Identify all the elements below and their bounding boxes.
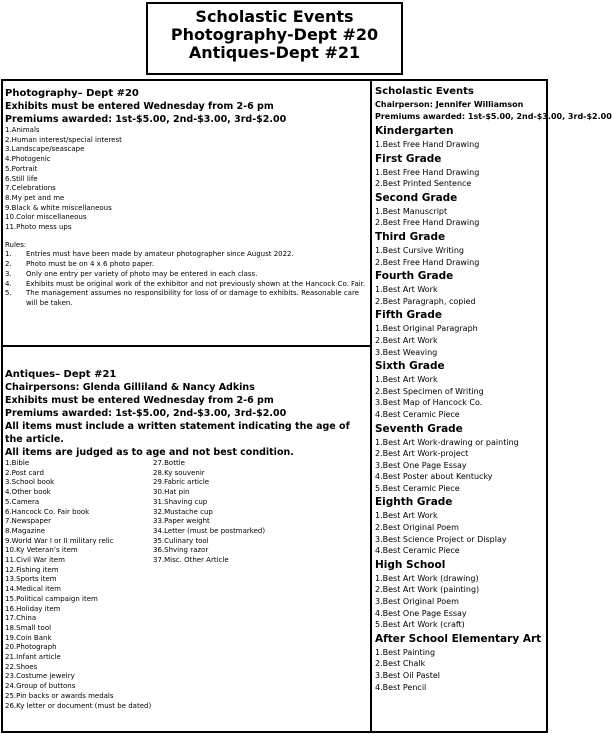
list-item: 4.Photogenic: [5, 155, 51, 164]
list-item: 15.Political campaign item: [5, 594, 98, 603]
list-item: 1.Best Art Work (drawing): [375, 573, 479, 583]
title-box: [146, 2, 403, 75]
list-item: 2.Best Chalk: [375, 659, 426, 669]
scholastic-chairperson: Chairperson: Jennifer Williamson: [375, 100, 524, 109]
horizontal-divider: [3, 345, 370, 347]
grade-heading: Seventh Grade: [375, 422, 463, 435]
grade-heading: Fourth Grade: [375, 270, 454, 283]
scholastic-section: [375, 85, 612, 693]
list-item: 3.Best One Page Essay: [375, 460, 467, 470]
list-item: 6.Hancock Co. Fair book: [5, 507, 90, 516]
list-item: 29.Fabric article: [153, 478, 210, 487]
list-item: 1.Best Free Hand Drawing: [375, 167, 480, 177]
title-line: Antiques-Dept #21: [188, 43, 361, 62]
grade-heading: High School: [375, 558, 446, 571]
list-item: 19.Coin Bank: [5, 633, 52, 642]
list-item: 30.Hat pin: [153, 488, 190, 497]
antiques-class-columns: [5, 459, 367, 711]
list-item: 31.Shaving cup: [153, 497, 208, 506]
list-item: 2.Post card: [5, 468, 44, 477]
rule-number: 3.: [5, 269, 12, 278]
list-item: 16.Holiday item: [5, 604, 61, 613]
antiques-column-1: [5, 459, 153, 711]
list-item: 4.Best Pencil: [375, 682, 427, 692]
list-item: 1.Bible: [5, 459, 30, 467]
antiques-column-2: [153, 459, 353, 711]
antiques-note-judging: All items are judged as to age and not best condition.: [5, 447, 294, 458]
rules-list: [5, 250, 367, 308]
list-item: 2.Best Art Work (painting): [375, 585, 480, 595]
list-item: 33.Paper weight: [153, 517, 210, 526]
list-item: 5.Portrait: [5, 164, 38, 173]
list-item: 4.Best Ceramic Piece: [375, 546, 460, 556]
list-item: 18.Small tool: [5, 623, 52, 632]
list-item: 2.Best Paragraph, copied: [375, 296, 476, 306]
antiques-section: [5, 368, 367, 711]
list-item: 10.Ky Veteran’s item: [5, 546, 78, 555]
list-item: 3.Best Oil Pastel: [375, 671, 440, 680]
antiques-premiums: Premiums awarded: 1st-$5.00, 2nd-$3.00, 3rd-$2.00: [5, 408, 287, 419]
list-item: 24.Group of buttons: [5, 682, 76, 691]
list-item: 3.Best Weaving: [375, 347, 438, 357]
list-item: 1.Best Painting: [375, 647, 436, 657]
title-line: Photography-Dept #20: [170, 25, 379, 44]
list-item: 4.Best One Page Essay: [375, 608, 467, 618]
rule-item: [5, 260, 367, 270]
rule-item: [5, 280, 367, 290]
list-item: 10.Color miscellaneous: [5, 213, 87, 222]
list-item: 20.Photograph: [5, 643, 57, 652]
list-item: 2.Best Specimen of Writing: [375, 386, 484, 396]
rule-number: 2.: [5, 260, 12, 269]
list-item: 37.Misc. Other Article: [153, 556, 229, 565]
scholastic-premiums: Premiums awarded: 1st-$5.00, 2nd-$3.00, 3rd-$2.00: [375, 112, 612, 121]
rule-item: [5, 270, 367, 280]
list-item: 1.Best Art Work-drawing or painting: [375, 437, 519, 447]
rule-number: 5.: [5, 289, 12, 298]
rule-text: Entries must have been made by amateur photographer since August 2022.: [26, 250, 294, 259]
rule-number: 1.: [5, 250, 12, 259]
grade-heading: Sixth Grade: [375, 360, 445, 373]
rule-item: [5, 289, 367, 308]
list-item: 7.Newspaper: [5, 517, 51, 526]
photography-section: [5, 87, 367, 309]
list-item: 5.Camera: [5, 497, 40, 506]
list-item: 4.Best Poster about Kentucky: [375, 472, 493, 482]
list-item: 36.Shving razor: [153, 546, 209, 555]
list-item: 4.Best Ceramic Piece: [375, 409, 460, 419]
list-item: 27.Bottle: [153, 459, 185, 467]
list-item: 21.Infant article: [5, 653, 61, 662]
list-item: 23.Costume jewelry: [5, 672, 75, 681]
rules-label: Rules:: [5, 240, 27, 249]
scholastic-title: Scholastic Events: [375, 86, 474, 97]
rule-text: Exhibits must be original work of the exhibitor and not previously shown at the Hancock Co. Fair.: [26, 279, 366, 288]
rule-text: Photo must be on 4 x 6 photo paper.: [26, 260, 155, 269]
list-item: 2.Human interest/special interest: [5, 135, 122, 144]
list-item: 6.Still life: [5, 174, 38, 183]
photography-class-list: [5, 126, 367, 233]
rule-number: 4.: [5, 279, 12, 288]
antiques-chairpersons: Chairpersons: Glenda Gilliland & Nancy Adkins: [5, 382, 255, 393]
list-item: 26.Ky letter or document (must be dated): [5, 701, 152, 710]
list-item: 1.Best Art Work: [375, 375, 438, 385]
list-item: 3.Best Original Poem: [375, 597, 459, 607]
list-item: 32.Mustache cup: [153, 507, 213, 516]
list-item: 34.Letter (must be postmarked): [153, 526, 266, 535]
grade-heading: Kindergarten: [375, 125, 454, 137]
title-line: Scholastic Events: [195, 7, 354, 26]
list-item: 8.My pet and me: [5, 193, 65, 202]
list-item: 25.Pin backs or awards medals: [5, 691, 114, 700]
rule-text: The management assumes no responsibility for loss of or damage to exhibits. Reasonable care will be taken.: [26, 289, 359, 307]
photography-premiums: Premiums awarded: 1st-$5.00, 2nd-$3.00, 3rd-$2.00: [5, 114, 287, 125]
list-item: 1.Best Art Work: [375, 511, 438, 521]
list-item: 3.Best Map of Hancock Co.: [375, 398, 483, 408]
grade-heading: Third Grade: [375, 230, 446, 243]
list-item: 1.Best Free Hand Drawing: [375, 140, 480, 149]
photography-title: Photography– Dept #20: [5, 88, 139, 99]
list-item: 2.Best Free Hand Drawing: [375, 218, 480, 228]
list-item: 2.Best Free Hand Drawing: [375, 257, 480, 267]
grade-heading: Fifth Grade: [375, 309, 443, 322]
list-item: 2.Best Original Poem: [375, 523, 459, 533]
list-item: 22.Shoes: [5, 662, 38, 671]
list-item: 12.Fishing item: [5, 565, 59, 574]
list-item: 3.School book: [5, 478, 55, 487]
list-item: 35.Culinary tool: [153, 536, 209, 545]
antiques-note-age-statement: All items must include a written statement indicating the age of the article.: [5, 421, 350, 445]
rule-text: Only one entry per variety of photo may be entered in each class.: [26, 269, 258, 278]
list-item: 9.Black & white miscellaneous: [5, 203, 112, 212]
list-item: 1.Animals: [5, 126, 40, 134]
list-item: 5.Best Ceramic Piece: [375, 483, 460, 493]
list-item: 2.Best Printed Sentence: [375, 179, 472, 189]
photography-exhibit-note: Exhibits must be entered Wednesday from 2-6 pm: [5, 101, 274, 112]
list-item: 13.Sports item: [5, 575, 57, 584]
list-item: 7.Celebrations: [5, 184, 56, 193]
list-item: 17.China: [5, 614, 37, 623]
list-item: 3.Landscape/seascape: [5, 145, 85, 154]
list-item: 4.Other book: [5, 488, 51, 497]
list-item: 1.Best Manuscript: [375, 206, 448, 216]
list-item: 9.World War I or II military relic: [5, 536, 114, 545]
list-item: 11.Photo mess ups: [5, 223, 72, 232]
content-grid: [1, 79, 612, 733]
list-item: 1.Best Original Paragraph: [375, 324, 478, 334]
list-item: 2.Best Art Work: [375, 335, 438, 345]
list-item: 8.Magazine: [5, 526, 46, 535]
rule-item: [5, 250, 367, 260]
grade-heading: After School Elementary Art: [375, 632, 542, 645]
list-item: 14.Medical item: [5, 585, 61, 594]
list-item: 5.Best Art Work (craft): [375, 620, 465, 630]
grade-heading: Second Grade: [375, 191, 458, 204]
list-item: 3.Best Science Project or Display: [375, 534, 507, 544]
grade-heading: First Grade: [375, 152, 442, 165]
scholastic-grade-groups: [375, 124, 547, 693]
list-item: 2.Best Art Work-project: [375, 449, 469, 459]
list-item: 11.Civil War item: [5, 556, 65, 565]
list-item: 1.Best Cursive Writing: [375, 245, 464, 255]
antiques-exhibit-note: Exhibits must be entered Wednesday from 2-6 pm: [5, 395, 274, 406]
vertical-divider: [370, 81, 372, 731]
list-item: 28.Ky souvenir: [153, 468, 205, 477]
list-item: 1.Best Art Work: [375, 285, 438, 295]
grade-heading: Eighth Grade: [375, 496, 453, 509]
antiques-title: Antiques– Dept #21: [5, 369, 117, 380]
